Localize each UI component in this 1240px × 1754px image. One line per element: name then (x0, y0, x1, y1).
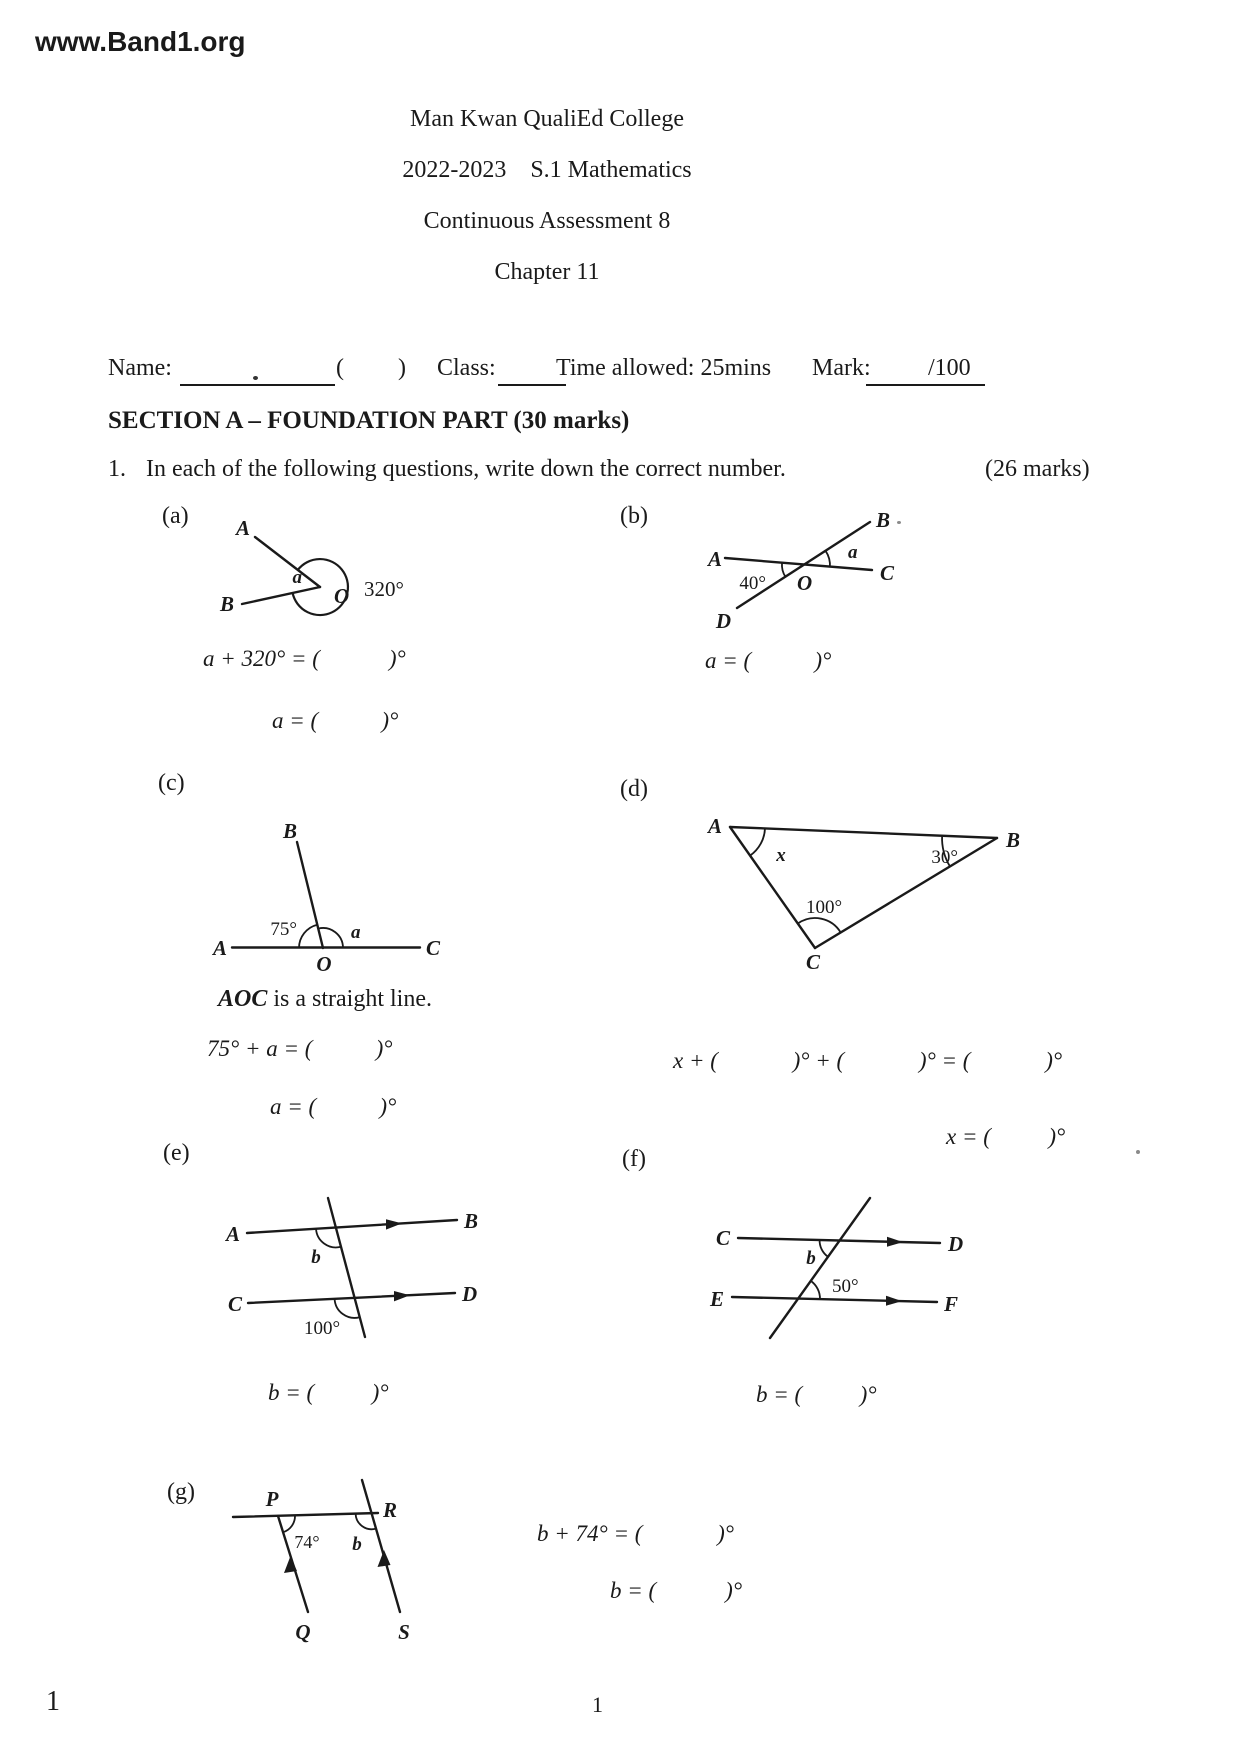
assessment-title: Continuous Assessment 8 (423, 208, 671, 234)
section-heading: SECTION A – FOUNDATION PART (30 marks) (108, 407, 630, 434)
equation-g1: b + 74° = ( )° (537, 1521, 735, 1546)
point-label-s: S (398, 1620, 410, 1644)
part-g-label: (g) (167, 1479, 195, 1505)
point-label-f: F (944, 1292, 959, 1316)
equation-b1: a = ( )° (705, 648, 832, 673)
note-aoc-straight-line (218, 986, 432, 1014)
question-text: In each of the following questions, write down the correct number. (146, 456, 786, 482)
point-label-c: C (715, 1226, 730, 1250)
name-blank-mark (253, 376, 258, 380)
angle-var-b: b (806, 1248, 816, 1269)
point-label-a: A (707, 814, 722, 838)
mark-total: /100 (928, 355, 971, 381)
point-label-c: C (426, 936, 441, 960)
point-label-o: O (334, 584, 350, 608)
part-c-label: (c) (158, 770, 185, 796)
parallel-arrow-top (887, 1237, 903, 1247)
diagram-d-triangle (640, 780, 1030, 975)
page-number-center: 1 (592, 1692, 603, 1717)
angle-value-320: 320° (364, 577, 404, 601)
angle-value-75: 75° (270, 919, 297, 940)
angle-value-50: 50° (832, 1276, 859, 1297)
parallel-arrow-bottom (886, 1296, 902, 1306)
equation-f1: b = ( )° (756, 1382, 877, 1407)
watermark: www.Band1.org (35, 26, 246, 57)
part-a-label: (a) (162, 503, 189, 529)
question-marks: (26 marks) (985, 456, 1090, 482)
angle-var-a: a (351, 922, 361, 943)
angle-var-b: b (352, 1534, 362, 1555)
equation-c2: a = ( )° (270, 1094, 397, 1119)
angle-value-74: 74° (294, 1532, 320, 1552)
diagram-e-parallel-lines (225, 1192, 485, 1342)
scan-speck (897, 521, 901, 524)
point-label-a: A (235, 516, 250, 540)
parallel-arrow-left-ray (284, 1556, 297, 1573)
point-label-d: D (715, 609, 731, 633)
class-blank (498, 384, 566, 386)
class-label: Class: (437, 355, 496, 381)
equation-c1: 75° + a = ( )° (207, 1036, 393, 1061)
point-label-o: O (797, 571, 813, 595)
equation-g2: b = ( )° (610, 1578, 743, 1603)
class-number-parens: ( ) (336, 355, 406, 381)
point-label-b: B (1006, 828, 1021, 852)
diagram-f-parallel-lines (705, 1192, 975, 1342)
point-label-c: C (880, 561, 895, 585)
point-label-e: E (709, 1287, 724, 1311)
point-label-b: B (876, 508, 891, 532)
point-label-b: B (282, 819, 298, 843)
mark-label: Mark: (812, 355, 871, 381)
angle-value-100: 100° (805, 897, 843, 918)
point-label-a: A (707, 547, 722, 571)
equation-d1: x + ( )° + ( )° = ( )° (673, 1048, 1063, 1073)
mark-blank (866, 384, 985, 386)
point-label-b: B (464, 1209, 479, 1233)
part-b-label: (b) (620, 503, 648, 529)
point-label-d: D (948, 1232, 964, 1256)
point-label-b: B (219, 592, 234, 616)
point-label-d: D (462, 1282, 478, 1306)
name-label: Name: (108, 355, 172, 381)
point-label-a: A (225, 1222, 240, 1246)
diagram-g-parallel-rays (205, 1472, 440, 1657)
part-e-label: (e) (163, 1140, 190, 1166)
point-label-c: C (805, 950, 821, 974)
angle-var-x: x (776, 845, 786, 866)
scan-speck (1136, 1150, 1140, 1154)
angle-value-40: 40° (739, 573, 766, 594)
diagram-a-reflex-angle (190, 510, 430, 645)
angle-var-a: a (292, 567, 302, 588)
equation-e1: b = ( )° (268, 1380, 389, 1405)
name-blank (180, 384, 335, 386)
point-label-o: O (316, 952, 332, 976)
question-number: 1. (108, 456, 126, 482)
angle-var-b: b (311, 1247, 321, 1268)
parallel-arrow-right-ray (378, 1550, 391, 1567)
diagram-c-straight-line (205, 818, 450, 978)
diagram-b-intersecting-lines (690, 505, 910, 640)
time-allowed: Time allowed: 25mins (556, 355, 772, 381)
note-rest: is a straight line. (267, 986, 432, 1012)
angle-var-a: a (848, 542, 858, 563)
point-label-r: R (383, 1498, 398, 1522)
point-label-c: C (227, 1292, 242, 1316)
part-f-label: (f) (622, 1146, 646, 1172)
part-d-label: (d) (620, 776, 648, 802)
note-aoc: AOC (218, 986, 268, 1012)
angle-value-100: 100° (303, 1318, 341, 1339)
year-subject: 2022-2023 S.1 Mathematics (402, 157, 692, 183)
page-number-left: 1 (46, 1686, 60, 1717)
equation-a2: a = ( )° (272, 708, 399, 733)
equation-a1: a + 320° = ( )° (203, 646, 406, 671)
school-name: Man Kwan QualiEd College (410, 106, 684, 132)
angle-value-30: 30° (931, 847, 958, 868)
point-label-p: P (265, 1487, 279, 1511)
point-label-a: A (212, 936, 227, 960)
chapter-title: Chapter 11 (494, 259, 600, 285)
equation-d2: x = ( )° (946, 1124, 1066, 1149)
point-label-q: Q (295, 1620, 311, 1644)
